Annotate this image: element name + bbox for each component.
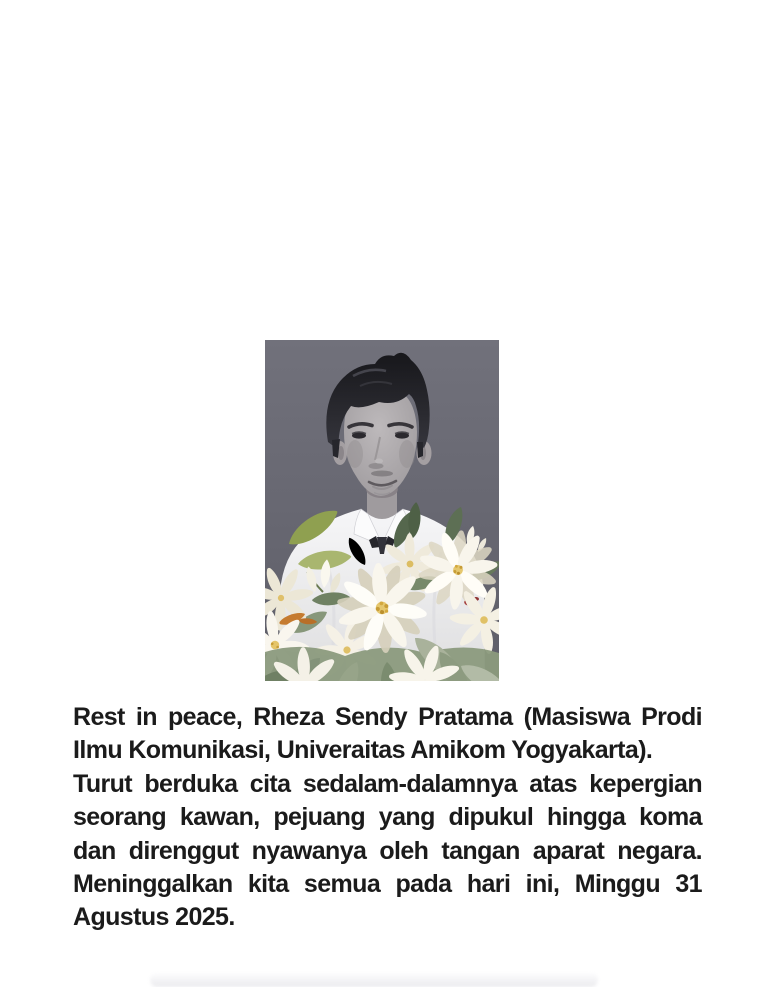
- memorial-line: Ilmu Komunikasi, Univeraitas Amikom Yogyakarta).: [73, 736, 653, 765]
- memorial-line: Turut berduka cita sedalam-dalamnya atas kepergian: [73, 769, 702, 798]
- memorial-line: Agustus 2025.: [73, 903, 235, 932]
- memorial-portrait-photo: [265, 340, 499, 681]
- memorial-line: Meninggalkan kita semua pada hari ini, Minggu 31: [73, 870, 702, 899]
- bottom-bar-smudge: [150, 973, 598, 987]
- memorial-text: [73, 701, 702, 935]
- portrait-illustration: [265, 340, 499, 681]
- memorial-line: dan direnggut nyawanya oleh tangan aparat negara.: [73, 836, 702, 865]
- memorial-line: Rest in peace, Rheza Sendy Pratama (Masiswa Prodi: [73, 703, 702, 731]
- memorial-line: seorang kawan, pejuang yang dipukul hingga koma: [73, 803, 702, 832]
